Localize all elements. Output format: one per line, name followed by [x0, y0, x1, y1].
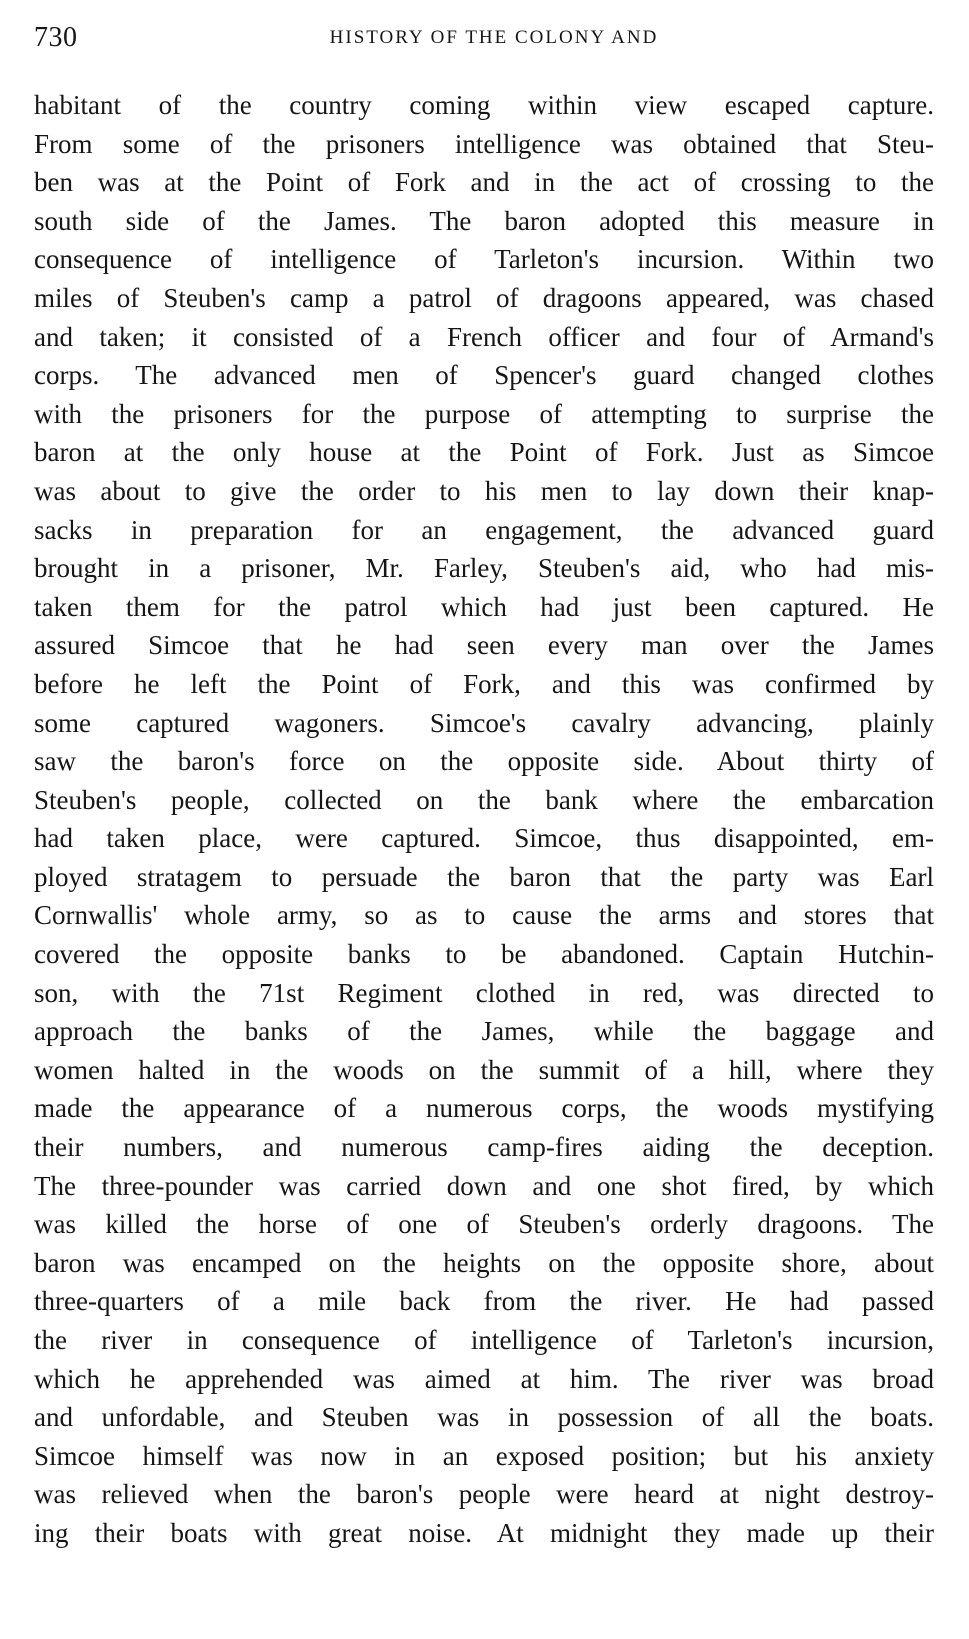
- text-line: habitant of the country coming within view escaped capture.: [34, 90, 934, 120]
- text-line: covered the opposite banks to be abandoned. Captain Hutchin-: [34, 939, 934, 970]
- text-line: had taken place, were captured. Simcoe, thus disappointed, em-: [34, 823, 934, 854]
- text-line: some captured wagoners. Simcoe's cavalry advancing, plainly: [34, 707, 934, 738]
- text-line: approach the banks of the James, while the baggage and: [34, 1016, 934, 1047]
- text-line: saw the baron's force on the opposite side. About thirty of: [34, 746, 934, 777]
- text-line: corps. The advanced men of Spencer's guard changed clothes: [34, 360, 934, 391]
- text-line: Steuben's people, collected on the bank where the embarcation: [34, 784, 934, 815]
- page-header: [34, 18, 934, 58]
- text-line: baron at the only house at the Point of Fork. Just as Simcoe: [34, 437, 934, 468]
- text-line: brought in a prisoner, Mr. Farley, Steuben's aid, who had mis-: [34, 553, 934, 584]
- text-line: ing their boats with great noise. At midnight they made up their: [34, 1517, 934, 1548]
- text-line: consequence of intelligence of Tarleton's incursion. Within two: [34, 244, 934, 275]
- text-line: taken them for the patrol which had just been captured. He: [34, 591, 934, 622]
- text-line: miles of Steuben's camp a patrol of dragoons appeared, was chased: [34, 282, 934, 313]
- text-line: with the prisoners for the purpose of attempting to surprise the: [34, 398, 934, 429]
- text-line: made the appearance of a numerous corps, the woods mystifying: [34, 1093, 934, 1124]
- text-line: ben was at the Point of Fork and in the act of crossing to the: [34, 167, 934, 198]
- text-line: Simcoe himself was now in an exposed position; but his anxiety: [34, 1440, 934, 1471]
- text-line: south side of the James. The baron adopted this measure in: [34, 205, 934, 236]
- text-line: was relieved when the baron's people were heard at night destroy-: [34, 1479, 934, 1510]
- running-head: HISTORY OF THE COLONY AND: [329, 27, 659, 48]
- text-line: their numbers, and numerous camp-fires aiding the deception.: [34, 1132, 934, 1163]
- page-number: 730: [34, 22, 78, 53]
- text-line: assured Simcoe that he had seen every man over the James: [34, 630, 934, 661]
- text-line: ployed stratagem to persuade the baron that the party was Earl: [34, 861, 934, 892]
- text-line: sacks in preparation for an engagement, the advanced guard: [34, 514, 934, 545]
- body-text: [34, 86, 934, 1553]
- text-line: and unfordable, and Steuben was in possession of all the boats.: [34, 1402, 934, 1433]
- text-line: was killed the horse of one of Steuben's orderly dragoons. The: [34, 1209, 934, 1240]
- text-line: Cornwallis' whole army, so as to cause the arms and stores that: [34, 900, 934, 931]
- text-line: From some of the prisoners intelligence was obtained that Steu-: [34, 128, 934, 159]
- text-line: which he apprehended was aimed at him. The river was broad: [34, 1363, 934, 1394]
- text-line: before he left the Point of Fork, and this was confirmed by: [34, 668, 934, 699]
- text-line: and taken; it consisted of a French officer and four of Armand's: [34, 321, 934, 352]
- text-line: baron was encamped on the heights on the opposite shore, about: [34, 1247, 934, 1278]
- text-line: three-quarters of a mile back from the river. He had passed: [34, 1286, 934, 1317]
- text-line: son, with the 71st Regiment clothed in red, was directed to: [34, 977, 934, 1008]
- text-line: the river in consequence of intelligence of Tarleton's incursion,: [34, 1325, 934, 1355]
- text-line: was about to give the order to his men to lay down their knap-: [34, 475, 934, 506]
- text-line: women halted in the woods on the summit of a hill, where they: [34, 1054, 934, 1085]
- text-line: The three-pounder was carried down and one shot fired, by which: [34, 1170, 934, 1201]
